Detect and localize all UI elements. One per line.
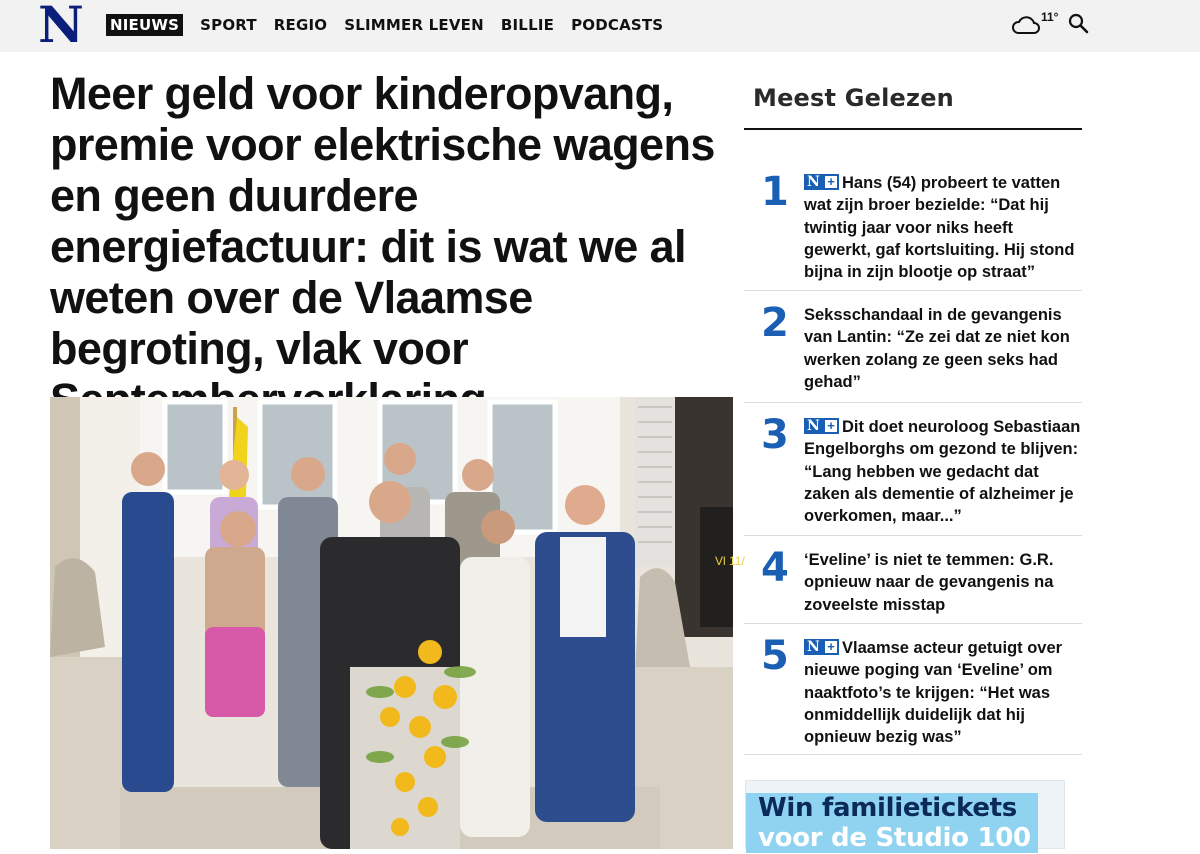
weather-temperature: 11° — [1041, 10, 1059, 24]
article-link[interactable]: Vlaamse acteur getuigt over nieuwe poging van ‘Eveline’ om naaktfoto’s te krijgen: “Het was onmiddellijk duidelijk dat hij opnieuw bezig was” — [804, 639, 1063, 747]
most-read-item[interactable] — [744, 624, 1082, 755]
promo-line-2: voor de Studio 100 — [758, 823, 1031, 853]
most-read-title: Meest Gelezen — [753, 84, 954, 112]
weather-widget[interactable] — [1010, 10, 1070, 42]
nav-item-regio[interactable]: REGIO — [273, 16, 328, 34]
promo-image — [746, 793, 1038, 853]
most-read-divider — [744, 128, 1082, 130]
nav-item-podcasts[interactable]: PODCASTS — [571, 16, 664, 34]
main-nav — [106, 14, 680, 36]
promo-line-1: Win familietickets — [758, 793, 1017, 823]
article-photo[interactable] — [50, 397, 745, 849]
nav-item-slimmer-leven[interactable]: SLIMMER LEVEN — [344, 16, 484, 34]
nav-item-billie[interactable]: BILLIE — [500, 16, 555, 34]
cloud-icon — [1010, 15, 1040, 35]
most-read-item[interactable] — [744, 403, 1082, 536]
plus-badge-icon: N + — [804, 174, 839, 190]
rank-number: 5 — [761, 633, 789, 679]
top-navigation — [0, 0, 1200, 52]
article-headline[interactable]: Meer geld voor kinderopvang, premie voor elektrische wagens en geen duurdere energiefactuur: dit is wat we al weten over de Vlaamse begroting, vlak voor — [50, 68, 715, 374]
article-link[interactable]: ‘Eveline’ is niet te temmen: G.R. opnieuw naar de gevangenis na zoveelste misstap — [804, 551, 1054, 614]
nav-item-nieuws[interactable]: NIEUWS — [106, 14, 183, 36]
site-logo[interactable]: N — [38, 0, 82, 54]
most-read-item[interactable] — [744, 291, 1082, 403]
photo-sign-text: Vl 11/ — [715, 554, 745, 568]
most-read-list — [744, 160, 1082, 755]
most-read-item[interactable] — [744, 160, 1082, 291]
article-link[interactable]: Hans (54) probeert te vatten wat zijn broer bezielde: “Dat hij twintig jaar voor niks heeft gewerkt, gaf kortsluiting. Hij stond bijna in zijn blootje op straat” — [804, 174, 1075, 282]
plus-badge-icon: N + — [804, 639, 839, 655]
rank-number: 3 — [761, 412, 789, 458]
nav-item-sport[interactable]: SPORT — [200, 16, 257, 34]
plus-badge-icon: N + — [804, 418, 839, 434]
article-link[interactable]: Dit doet neuroloog Sebastiaan Engelborghs om gezond te blijven: “Lang hebben we gedacht dat zaken als dementie of alzheimer je overkomen, maar...” — [804, 418, 1081, 526]
search-icon[interactable] — [1068, 13, 1090, 35]
article-link[interactable]: Seksschandaal in de gevangenis van Lantin: “Ze zei dat ze niet kon werken zolang ze geen seks had gehad” — [804, 306, 1070, 391]
rank-number: 2 — [761, 300, 789, 346]
rank-number: 1 — [761, 169, 789, 215]
most-read-item[interactable] — [744, 536, 1082, 624]
rank-number: 4 — [761, 545, 789, 591]
promo-banner[interactable] — [745, 780, 1065, 853]
